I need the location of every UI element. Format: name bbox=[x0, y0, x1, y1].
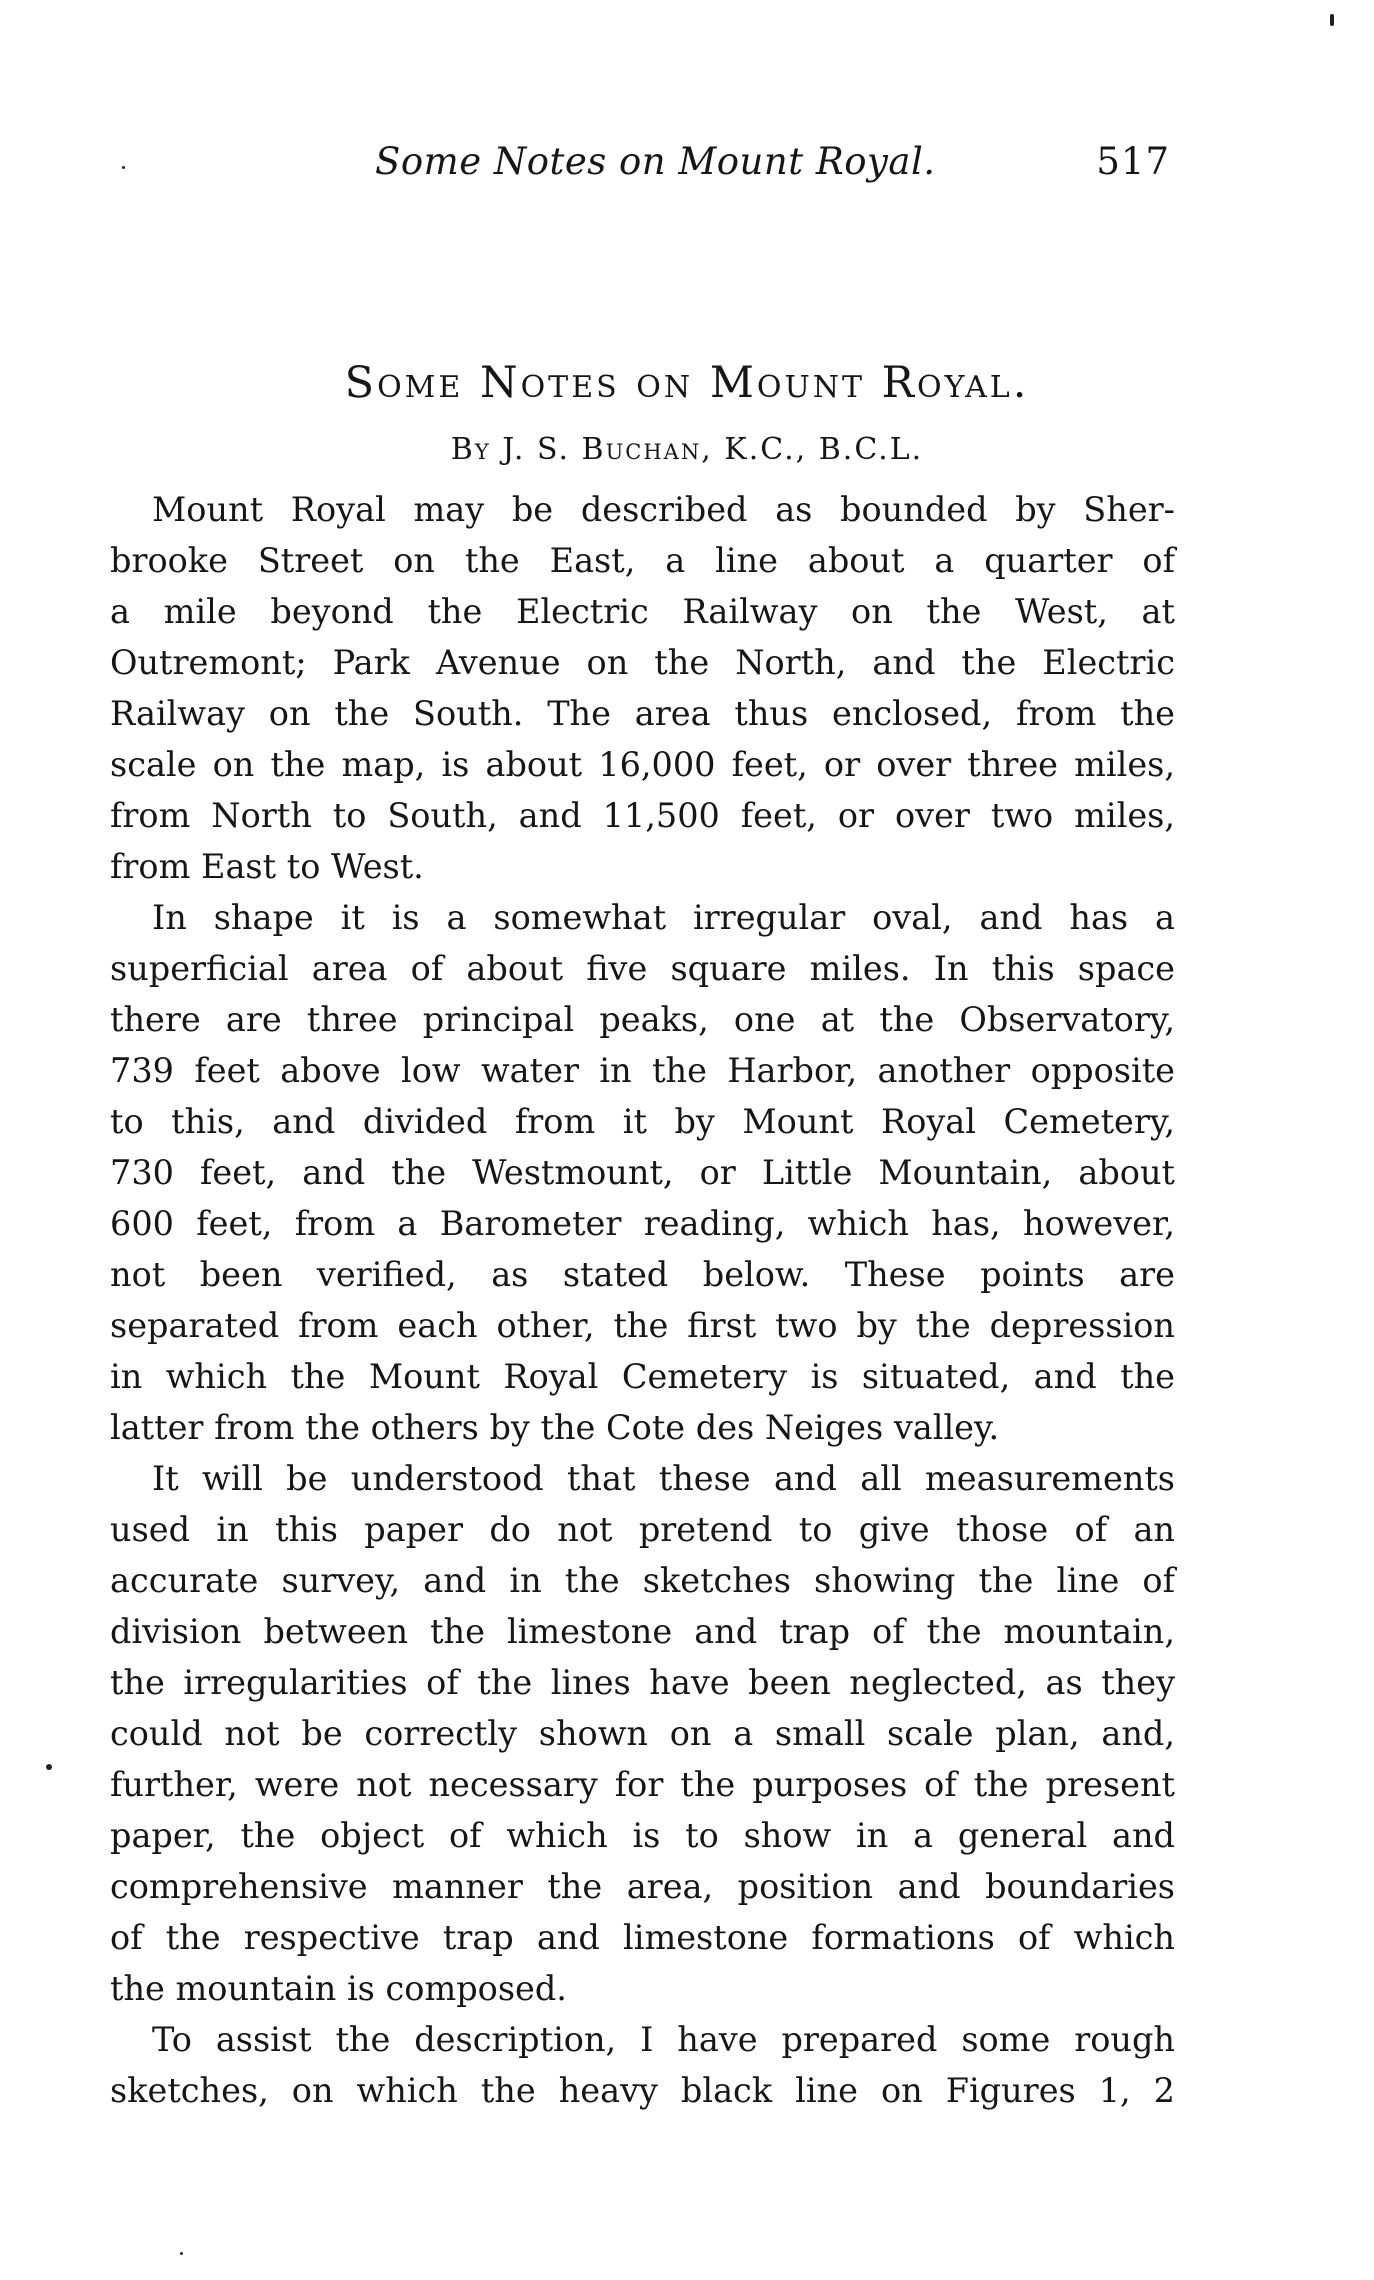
text-line: could not be correctly shown on a small scale plan, and, bbox=[110, 1714, 1175, 1753]
text-line: Railway on the South. The area thus enclosed, from the bbox=[110, 694, 1175, 733]
byline: By J. S. Buchan, K.C., B.C.L. bbox=[450, 432, 924, 467]
text-line: paper, the object of which is to show in a general and bbox=[110, 1816, 1175, 1855]
article-body bbox=[110, 484, 1175, 2116]
text-line: a mile beyond the Electric Railway on the West, at bbox=[110, 592, 1175, 631]
text-line: from North to South, and 11,500 feet, or over two miles, bbox=[110, 796, 1175, 835]
scan-speck bbox=[46, 1764, 52, 1770]
paragraph-3 bbox=[110, 1453, 1175, 2014]
text-line: Outremont; Park Avenue on the North, and the Electric bbox=[110, 643, 1175, 682]
paragraph-2 bbox=[110, 892, 1175, 1453]
running-title: Some Notes on Mount Royal. bbox=[375, 140, 936, 183]
text-line: division between the limestone and trap of the mountain, bbox=[110, 1612, 1175, 1651]
text-line: Mount Royal may be described as bounded by Sher- bbox=[152, 490, 1175, 529]
text-line: It will be understood that these and all measurements bbox=[152, 1459, 1175, 1498]
text-line: 600 feet, from a Barometer reading, which has, however, bbox=[110, 1204, 1175, 1243]
text-line: to this, and divided from it by Mount Royal Cemetery, bbox=[110, 1102, 1175, 1141]
text-line: further, were not necessary for the purposes of the present bbox=[110, 1765, 1175, 1804]
text-line: of the respective trap and limestone formations of which bbox=[110, 1918, 1175, 1957]
scan-speck bbox=[122, 166, 125, 169]
text-line: comprehensive manner the area, position and boundaries bbox=[110, 1867, 1175, 1906]
text-line: To assist the description, I have prepared some rough bbox=[152, 2020, 1175, 2059]
text-line: 730 feet, and the Westmount, or Little Mountain, about bbox=[110, 1153, 1175, 1192]
text-line: separated from each other, the first two by the depression bbox=[110, 1306, 1175, 1345]
running-head bbox=[110, 140, 1170, 190]
text-line: the irregularities of the lines have been neglected, as they bbox=[110, 1663, 1175, 1702]
text-line: brooke Street on the East, a line about a quarter of bbox=[110, 541, 1175, 580]
text-line: sketches, on which the heavy black line on Figures 1, 2 bbox=[110, 2071, 1175, 2110]
text-line: not been verified, as stated below. These points are bbox=[110, 1255, 1175, 1294]
scan-speck bbox=[1330, 14, 1334, 26]
paragraph-4 bbox=[110, 2014, 1175, 2116]
text-line: scale on the map, is about 16,000 feet, or over three miles, bbox=[110, 745, 1175, 784]
text-line: from East to West. bbox=[110, 847, 424, 886]
text-line: used in this paper do not pretend to give those of an bbox=[110, 1510, 1175, 1549]
text-line: superficial area of about five square miles. In this space bbox=[110, 949, 1175, 988]
text-line: 739 feet above low water in the Harbor, another opposite bbox=[110, 1051, 1175, 1090]
scan-speck bbox=[180, 2252, 183, 2255]
text-line: there are three principal peaks, one at the Observatory, bbox=[110, 1000, 1175, 1039]
paragraph-1 bbox=[110, 484, 1175, 892]
text-line: In shape it is a somewhat irregular oval, and has a bbox=[152, 898, 1175, 937]
text-line: latter from the others by the Cote des Neiges valley. bbox=[110, 1408, 1000, 1447]
page-number: 517 bbox=[1096, 140, 1170, 183]
article-title: Some Notes on Mount Royal. bbox=[344, 358, 1030, 408]
text-line: accurate survey, and in the sketches showing the line of bbox=[110, 1561, 1175, 1600]
text-line: the mountain is composed. bbox=[110, 1969, 567, 2008]
text-line: in which the Mount Royal Cemetery is situated, and the bbox=[110, 1357, 1175, 1396]
